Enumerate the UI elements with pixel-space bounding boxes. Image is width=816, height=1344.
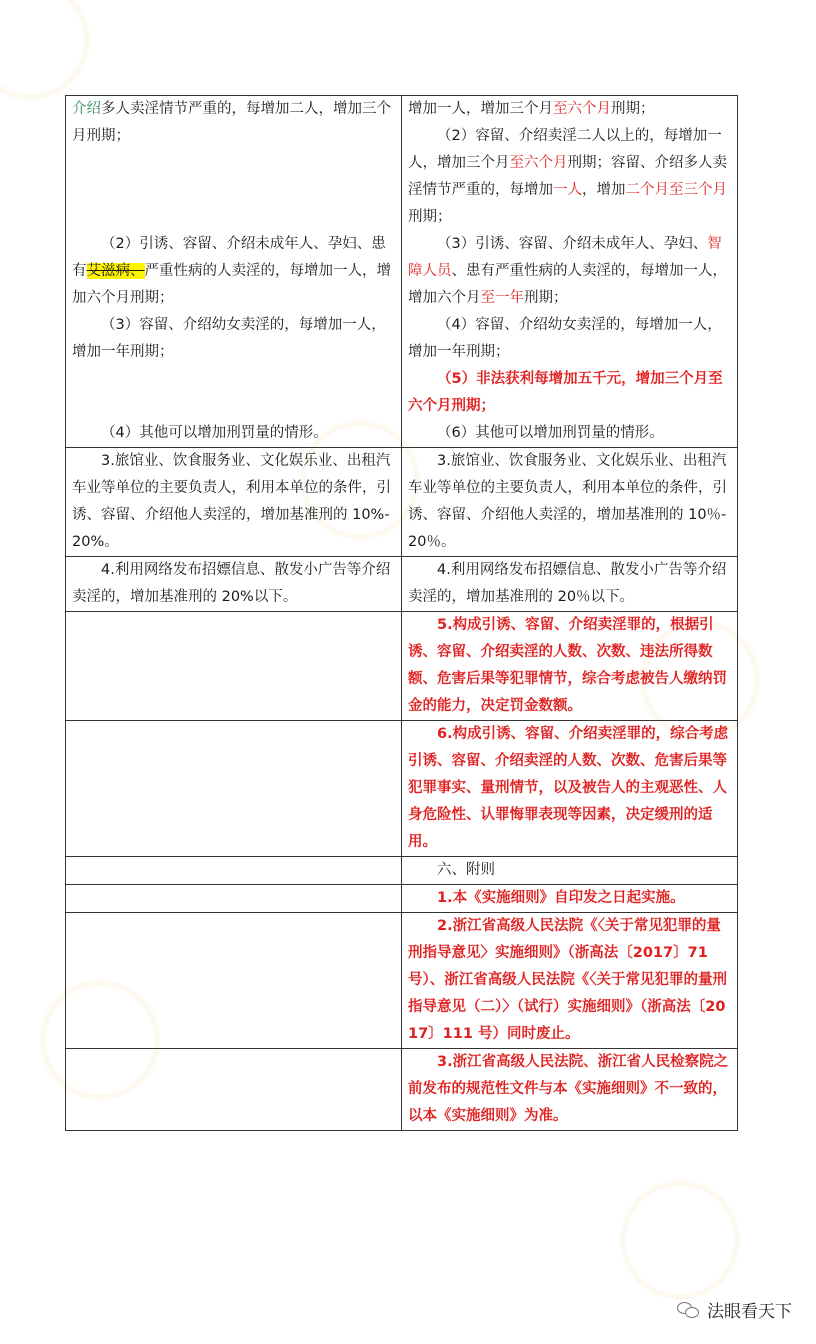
paragraph — [408, 123, 731, 231]
blank-space — [72, 150, 395, 231]
old-provision-cell — [66, 448, 402, 557]
text-run: 刑期；容留、介绍多人卖淫情节严重的，每增加 — [408, 155, 727, 198]
old-provision-cell — [66, 721, 402, 857]
paragraph — [408, 312, 731, 366]
old-provision-cell — [66, 612, 402, 721]
text-run: 刑期； — [524, 290, 568, 306]
text-run: 6.构成引诱、容留、介绍卖淫罪的，综合考虑引诱、容留、介绍卖淫的人数、次数、危害后果等犯罪事实、量刑情节，以及被告人的主观恶性、人身危险性、认罪悔罪表现等因素，决定缓刑的适用。 — [408, 726, 729, 850]
text-run: 智障人员 — [408, 236, 722, 279]
old-provision-cell — [66, 96, 402, 448]
text-run: 至六个月 — [553, 101, 611, 117]
paragraph — [408, 448, 731, 556]
text-run: 、患有严重性病的人卖淫的，每增加一人，增加六个月 — [408, 263, 727, 306]
paragraph — [408, 231, 731, 312]
text-run: （4）容留、介绍幼女卖淫的，每增加一人，增加一年刑期； — [408, 317, 722, 360]
paragraph — [408, 885, 731, 912]
watermark-seal — [0, 0, 90, 100]
text-run: 一人 — [553, 182, 582, 198]
text-run: ，增加 — [582, 182, 626, 198]
paragraph — [408, 96, 731, 123]
text-run: 二个月至三个月 — [625, 182, 727, 198]
text-run: 2.浙江省高级人民法院《〈关于常见犯罪的量刑指导意见〉实施细则》（浙高法〔2017〕71 号）、浙江省高级人民法院《〈关于常见犯罪的量刑指导意见（二）〉（试行）实施细则》（浙高法〔2017〕111 号）同时废止。 — [408, 918, 727, 1042]
new-provision-cell — [402, 448, 738, 557]
new-provision-cell — [402, 721, 738, 857]
paragraph — [408, 721, 731, 856]
table-row — [66, 913, 738, 1049]
paragraph — [72, 96, 395, 150]
paragraph — [72, 448, 395, 556]
text-run: （5）非法获利每增加五千元，增加三个月至六个月刑期； — [408, 371, 723, 414]
text-run: 介绍 — [72, 101, 101, 117]
text-run: 至六个月 — [509, 155, 568, 171]
text-run: 3.旅馆业、饮食服务业、文化娱乐业、出租汽车业等单位的主要负责人，利用本单位的条件，引诱、容留、介绍他人卖淫的，增加基准刑的 10％-20％。 — [408, 453, 727, 550]
new-provision-cell — [402, 96, 738, 448]
paragraph — [408, 366, 731, 420]
new-provision-cell — [402, 612, 738, 721]
paragraph — [408, 612, 731, 720]
new-provision-cell — [402, 913, 738, 1049]
paragraph — [408, 857, 731, 884]
text-run: （2）容留、介绍卖淫二人以上的，每增加一人，增加三个月 — [408, 128, 722, 171]
text-run: 艾滋病、 — [86, 263, 145, 279]
old-provision-cell — [66, 885, 402, 913]
table-row — [66, 448, 738, 557]
text-run: （6）其他可以增加刑罚量的情形。 — [437, 425, 664, 441]
table-row — [66, 557, 738, 612]
paragraph — [408, 1049, 731, 1130]
text-run: 六、附则 — [437, 862, 495, 878]
paragraph — [408, 557, 731, 611]
text-run: 增加一人，增加三个月 — [408, 101, 553, 117]
text-run: 严重性病的人卖淫的，每增加一人，增加六个月刑期； — [72, 263, 391, 306]
text-run: 5.构成引诱、容留、介绍卖淫罪的，根据引诱、容留、介绍卖淫的人数、次数、违法所得数额、危害后果等犯罪情节，综合考虑被告人缴纳罚金的能力，决定罚金数额。 — [408, 617, 727, 714]
paragraph — [72, 312, 395, 366]
table-row — [66, 721, 738, 857]
footer-account — [677, 1297, 792, 1322]
paragraph — [72, 557, 395, 611]
watermark-seal — [620, 1180, 740, 1300]
text-run: 3.浙江省高级人民法院、浙江省人民检察院之前发布的规范性文件与本《实施细则》不一致的，以本《实施细则》为准。 — [408, 1054, 729, 1124]
text-run: 4.利用网络发布招嫖信息、散发小广告等介绍卖淫的，增加基准刑的 20％以下。 — [408, 562, 727, 605]
text-run: 多人卖淫情节严重的，每增加二人，增加三个月刑期； — [72, 101, 391, 144]
new-provision-cell — [402, 857, 738, 885]
account-name: 法眼看天下 — [707, 1302, 792, 1322]
comparison-table — [65, 95, 738, 1131]
text-run: （4）其他可以增加刑罚量的情形。 — [101, 425, 328, 441]
paragraph — [72, 231, 395, 312]
text-run: 1.本《实施细则》自印发之日起实施。 — [437, 890, 685, 906]
new-provision-cell — [402, 1049, 738, 1131]
old-provision-cell — [66, 857, 402, 885]
paragraph — [408, 420, 731, 447]
new-provision-cell — [402, 557, 738, 612]
text-run: 刑期； — [408, 209, 452, 225]
table-row — [66, 885, 738, 913]
wechat-icon — [677, 1300, 701, 1320]
old-provision-cell — [66, 557, 402, 612]
new-provision-cell — [402, 885, 738, 913]
text-run: （3）引诱、容留、介绍未成年人、孕妇、 — [437, 236, 708, 252]
table-row — [66, 612, 738, 721]
text-run: （2）引诱、容留、介绍未成年人、孕妇、患有 — [72, 236, 386, 279]
text-run: 3.旅馆业、饮食服务业、文化娱乐业、出租汽车业等单位的主要负责人，利用本单位的条件，引诱、容留、介绍他人卖淫的，增加基准刑的 10%-20%。 — [72, 453, 391, 550]
paragraph — [408, 913, 731, 1048]
old-provision-cell — [66, 913, 402, 1049]
table-row — [66, 96, 738, 448]
text-run: 4.利用网络发布招嫖信息、散发小广告等介绍卖淫的，增加基准刑的 20%以下。 — [72, 562, 391, 605]
paragraph — [72, 420, 395, 447]
table-row — [66, 857, 738, 885]
text-run: 刑期； — [611, 101, 655, 117]
old-provision-cell — [66, 1049, 402, 1131]
table-row — [66, 1049, 738, 1131]
blank-space — [72, 366, 395, 420]
text-run: 至一年 — [480, 290, 524, 306]
text-run: （3）容留、介绍幼女卖淫的，每增加一人，增加一年刑期； — [72, 317, 386, 360]
